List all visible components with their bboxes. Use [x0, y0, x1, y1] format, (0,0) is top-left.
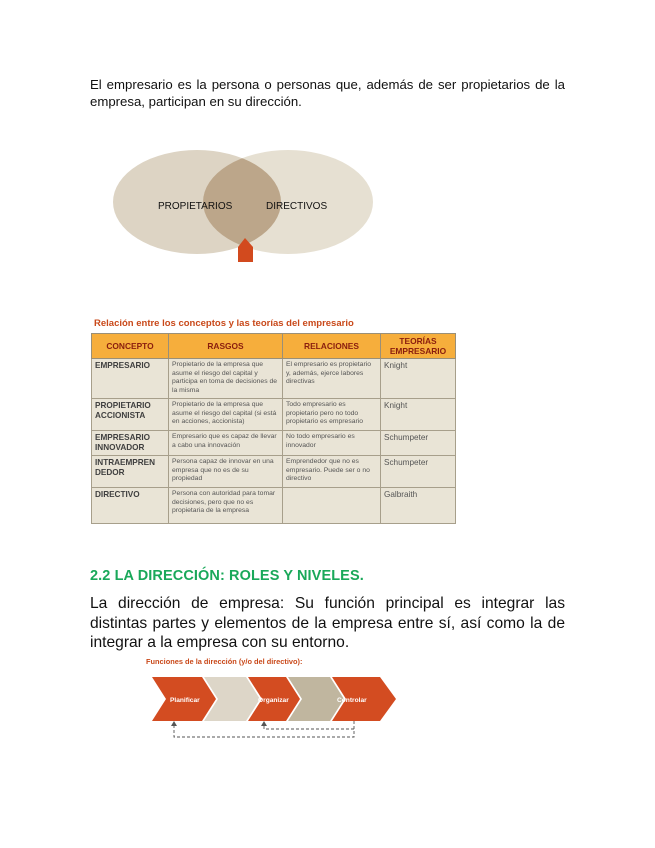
header-rasgos: RASGOS [169, 334, 283, 359]
table-row [92, 399, 456, 431]
cell-traits: Propietario de la empresa que asume el riesgo del capital y participa en toma de decisiones de la misma [169, 359, 283, 399]
section-paragraph: La dirección de empresa: Su función principal es integrar las distintas partes y elementos de la empresa entre sí, así como la de integrar a la empresa con su entorno. [90, 595, 565, 651]
arrow-up-icon [171, 721, 177, 726]
cell-concept: DIRECTIVO [92, 488, 169, 524]
feedback-loop-inner [264, 725, 354, 729]
cell-traits: Persona con autoridad para tomar decisiones, pero que no es propietaria de la empresa [169, 488, 283, 524]
cell-relations: El empresario es propietario y, además, ejerce labores directivas [283, 359, 381, 399]
cell-concept: EMPRESARIO INNOVADOR [92, 431, 169, 456]
arrow-up-icon [261, 721, 267, 726]
table-row [92, 359, 456, 399]
cell-concept: PROPIETARIO ACCIONISTA [92, 399, 169, 431]
cell-traits: Persona capaz de innovar en una empresa que no es de su propiedad [169, 456, 283, 488]
table-header-row [92, 334, 456, 359]
cell-traits: Empresario que es capaz de llevar a cabo una innovación [169, 431, 283, 456]
cell-traits: Propietario de la empresa que asume el riesgo del capital (si está en acciones, accionista) [169, 399, 283, 431]
concepts-table-block [91, 318, 455, 524]
table-row [92, 488, 456, 524]
diagram-title: Funciones de la dirección (y/o del directivo): [146, 657, 303, 666]
cell-concept: INTRAEMPREN DEDOR [92, 456, 169, 488]
header-concepto: CONCEPTO [92, 334, 169, 359]
section-heading: 2.2 LA DIRECCIÓN: ROLES Y NIVELES. [90, 568, 364, 584]
venn-left-label: PROPIETARIOS [158, 201, 233, 212]
cell-theory: Knight [381, 359, 456, 399]
step-controlar-label: Controlar [337, 697, 367, 704]
cell-theory: Knight [381, 399, 456, 431]
management-functions-diagram [146, 671, 406, 751]
venn-diagram [112, 150, 374, 262]
header-relaciones: RELACIONES [283, 334, 381, 359]
concepts-table [91, 333, 456, 524]
header-teorias: TEORÍAS EMPRESARIO [381, 334, 456, 359]
table-title: Relación entre los conceptos y las teorías del empresario [94, 318, 354, 329]
table-row [92, 431, 456, 456]
step-planificar-label: Planificar [170, 697, 200, 704]
cell-relations [283, 488, 381, 524]
venn-right-label: DIRECTIVOS [266, 201, 328, 212]
cell-relations: No todo empresario es innovador [283, 431, 381, 456]
cell-relations: Todo empresario es propietario pero no todo propietario es empresario [283, 399, 381, 431]
cell-theory: Schumpeter [381, 456, 456, 488]
cell-theory: Galbraith [381, 488, 456, 524]
intro-paragraph: El empresario es la persona o personas que, además de ser propietarios de la empresa, participan en su dirección. [90, 77, 565, 109]
table-row [92, 456, 456, 488]
cell-relations: Emprendedor que no es empresario. Puede ser o no directivo [283, 456, 381, 488]
cell-theory: Schumpeter [381, 431, 456, 456]
step-organizar-label: Organizar [258, 697, 289, 704]
cell-concept: EMPRESARIO [92, 359, 169, 399]
